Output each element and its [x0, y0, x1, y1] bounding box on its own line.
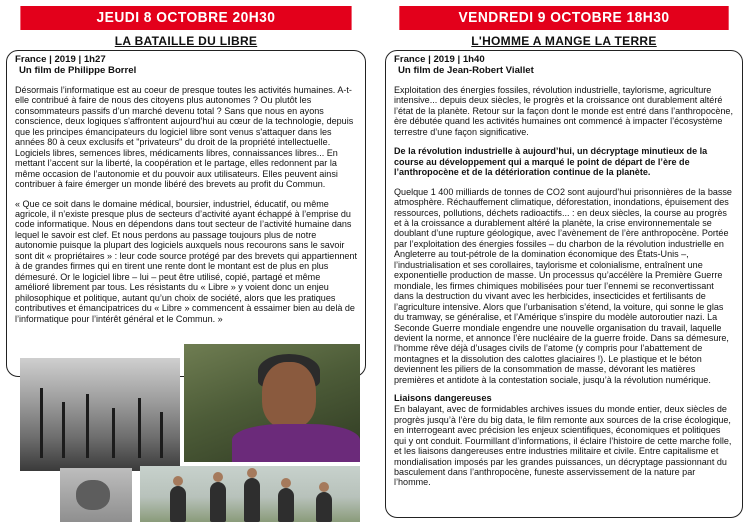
right-column [385, 6, 743, 518]
film-description-box [6, 50, 366, 377]
film-director: Un film de Philippe Borrel [19, 65, 137, 76]
screening-date-banner: JEUDI 8 OCTOBRE 20H30 [20, 6, 351, 30]
film-director: Un film de Jean-Robert Viallet [398, 65, 534, 76]
film-description-box [385, 50, 743, 518]
description-body: Quelque 1 400 milliards de tonnes de CO2 sont aujourd’hui prisonnières de la basse atmosphère. Réchauffement climatique, déforestation, inondations, épuisement des ressources, pollutions, déchets radioactifs... : en deux siècles, la course au progrès et à la croissance a durablement altéré la planète, la crise environnementale se doublant d’une rupture géologique, avec l’avènement de l’ère anthropocène. Portée par l’exploitation des énergies fossiles – du charbon de la révolution industrielle en Angleterre au tout-pétrole de la domination économique des États-Unis –, l’industrialisation et ses corollaires, taylorisme et colonialisme, entraînent une exponentielle production de masse. Un processus qu’accélère la Première Guerre mondiale, les firmes chimiques mobilisées pour tuer l’ennemi se reconvertissant dans la destruction du vivant avec les herbicides, insecticides et fertilisants de l’agriculture intensive. Alors que l’urbanisation s’étend, la voiture, qui sonne le glas du tramway, se généralise, et l’Amérique s’inspire du modèle autoroutier nazi. La Seconde Guerre mondiale engendre une nouvelle organisation du travail, laquelle devient la norme, et annonce l’ère nucléaire de la guerre froide. Dans sa démesure, l’homme rêve déjà d’usages civils de l’atome (y compris pour l’abattement de montagnes et la dissolution des calottes glaciaires !). Le plastique et le béton deviennent les piliers de la consommation de masse, dévorant les matières premières et antidote à la contestation sociale, jusqu’à la révolution numérique. [394, 186, 732, 385]
description-paragraph: Désormais l’informatique est au coeur de presque toutes les activités humaines. A-t-elle contribué à faire de nous des citoyens plus autonomes ? Ou plutôt les consommateurs passifs d’un marché devenu total ? Sans que nous en ayons conscience, deux logiques s'affrontent aujourd'hui au cœur de la technologie, depuis que les principes émancipateurs du logiciel libre sont venus s'attaquer dans les années 80 à ceux exclusifs et "privateurs" du droit de la propriété intellectuelle. Logiciels libres, semences libres, médicaments libres, connaissances libres... En mettant l’accent sur la liberté, la coopération et le partage, elles redonnent par la même occasion de l’autonomie et du pouvoir aux utilisateurs. Elles peuvent ainsi contribuer à faire émerger un monde libéré des brevets au profit du Commun. [15, 85, 354, 190]
photo-group [140, 466, 360, 522]
photo-animal [60, 468, 132, 522]
film-title: L'HOMME A MANGE LA TERRE [471, 34, 657, 48]
section-subheading: Liaisons dangereuses [394, 393, 492, 404]
description-intro: Exploitation des énergies fossiles, révolution industrielle, taylorisme, agriculture intensive... depuis deux siècles, le progrès et la croissance ont durablement altéré l’état de la planète. Retour sur la façon dont le monde est entré dans l’anthropocène, ère débutée quand les activités humaines ont commencé à impacter l’écosystème terrestre d’une façon significative. [394, 85, 733, 137]
description-highlight: De la révolution industrielle à aujourd’hui, un décryptage minutieux de la course au développement qui a marqué le point de départ de l’ère de l’anthropocène et de la détérioration continue de la planète. [394, 146, 708, 178]
photo-portrait [184, 344, 360, 462]
screening-date-banner: VENDREDI 9 OCTOBRE 18H30 [399, 6, 728, 30]
left-column [6, 6, 366, 377]
photo-collage [20, 344, 360, 522]
description-closing: En balayant, avec de formidables archives issues du monde entier, deux siècles de progrès jusqu’à l’ère du big data, le film remonte aux sources de la crise écologique, en interrogeant avec précision les enjeux scientifiques, économiques et politiques qui y ont conduit. Fourmillant d’informations, il éclaire l’histoire de cette marche folle, et les liaisons dangereuses entre industries militaire et civile. Entre capitalisme et mondialisation imposés par les grandes puissances, un décryptage passionnant du basculement dans l’anthropocène, funeste asservissement de la nature par l’homme. [394, 404, 732, 488]
film-meta: France | 2019 | 1h27 [15, 54, 106, 65]
film-meta: France | 2019 | 1h40 [394, 54, 485, 65]
description-paragraph: « Que ce soit dans le domaine médical, boursier, industriel, éducatif, ou même agricole, il n’existe presque plus de secteurs d’activité ayant échappé à l’emprise du code informatique. Nous en dépendons dans tout secteur de l’activité humaine dans lequel le savoir est clef. Et nous perdons au passage toujours plus de notre autonomie puisque la plupart des logiciels auxquels nous recourons sans le savoir sont dit « propriétaires » : leur code source protégé par des brevets qui appartiennent à de grandes firmes qui en tirent une rente dont le montant est de plus en plus démesuré. Or le logiciel libre – lui – peut être utilisé, copié, partagé et même amélioré librement par tous. Les résistants du « Libre » y voient donc un enjeu philosophique et politique, autant qu’un choix de société, alors que les pratiques contributives et émancipatrices du « Libre » commencent à essaimer bien au delà de l’informatique pour l’intérêt général et le Commun. » [15, 198, 357, 324]
photo-ruins [20, 358, 180, 471]
film-title: LA BATAILLE DU LIBRE [114, 34, 258, 48]
